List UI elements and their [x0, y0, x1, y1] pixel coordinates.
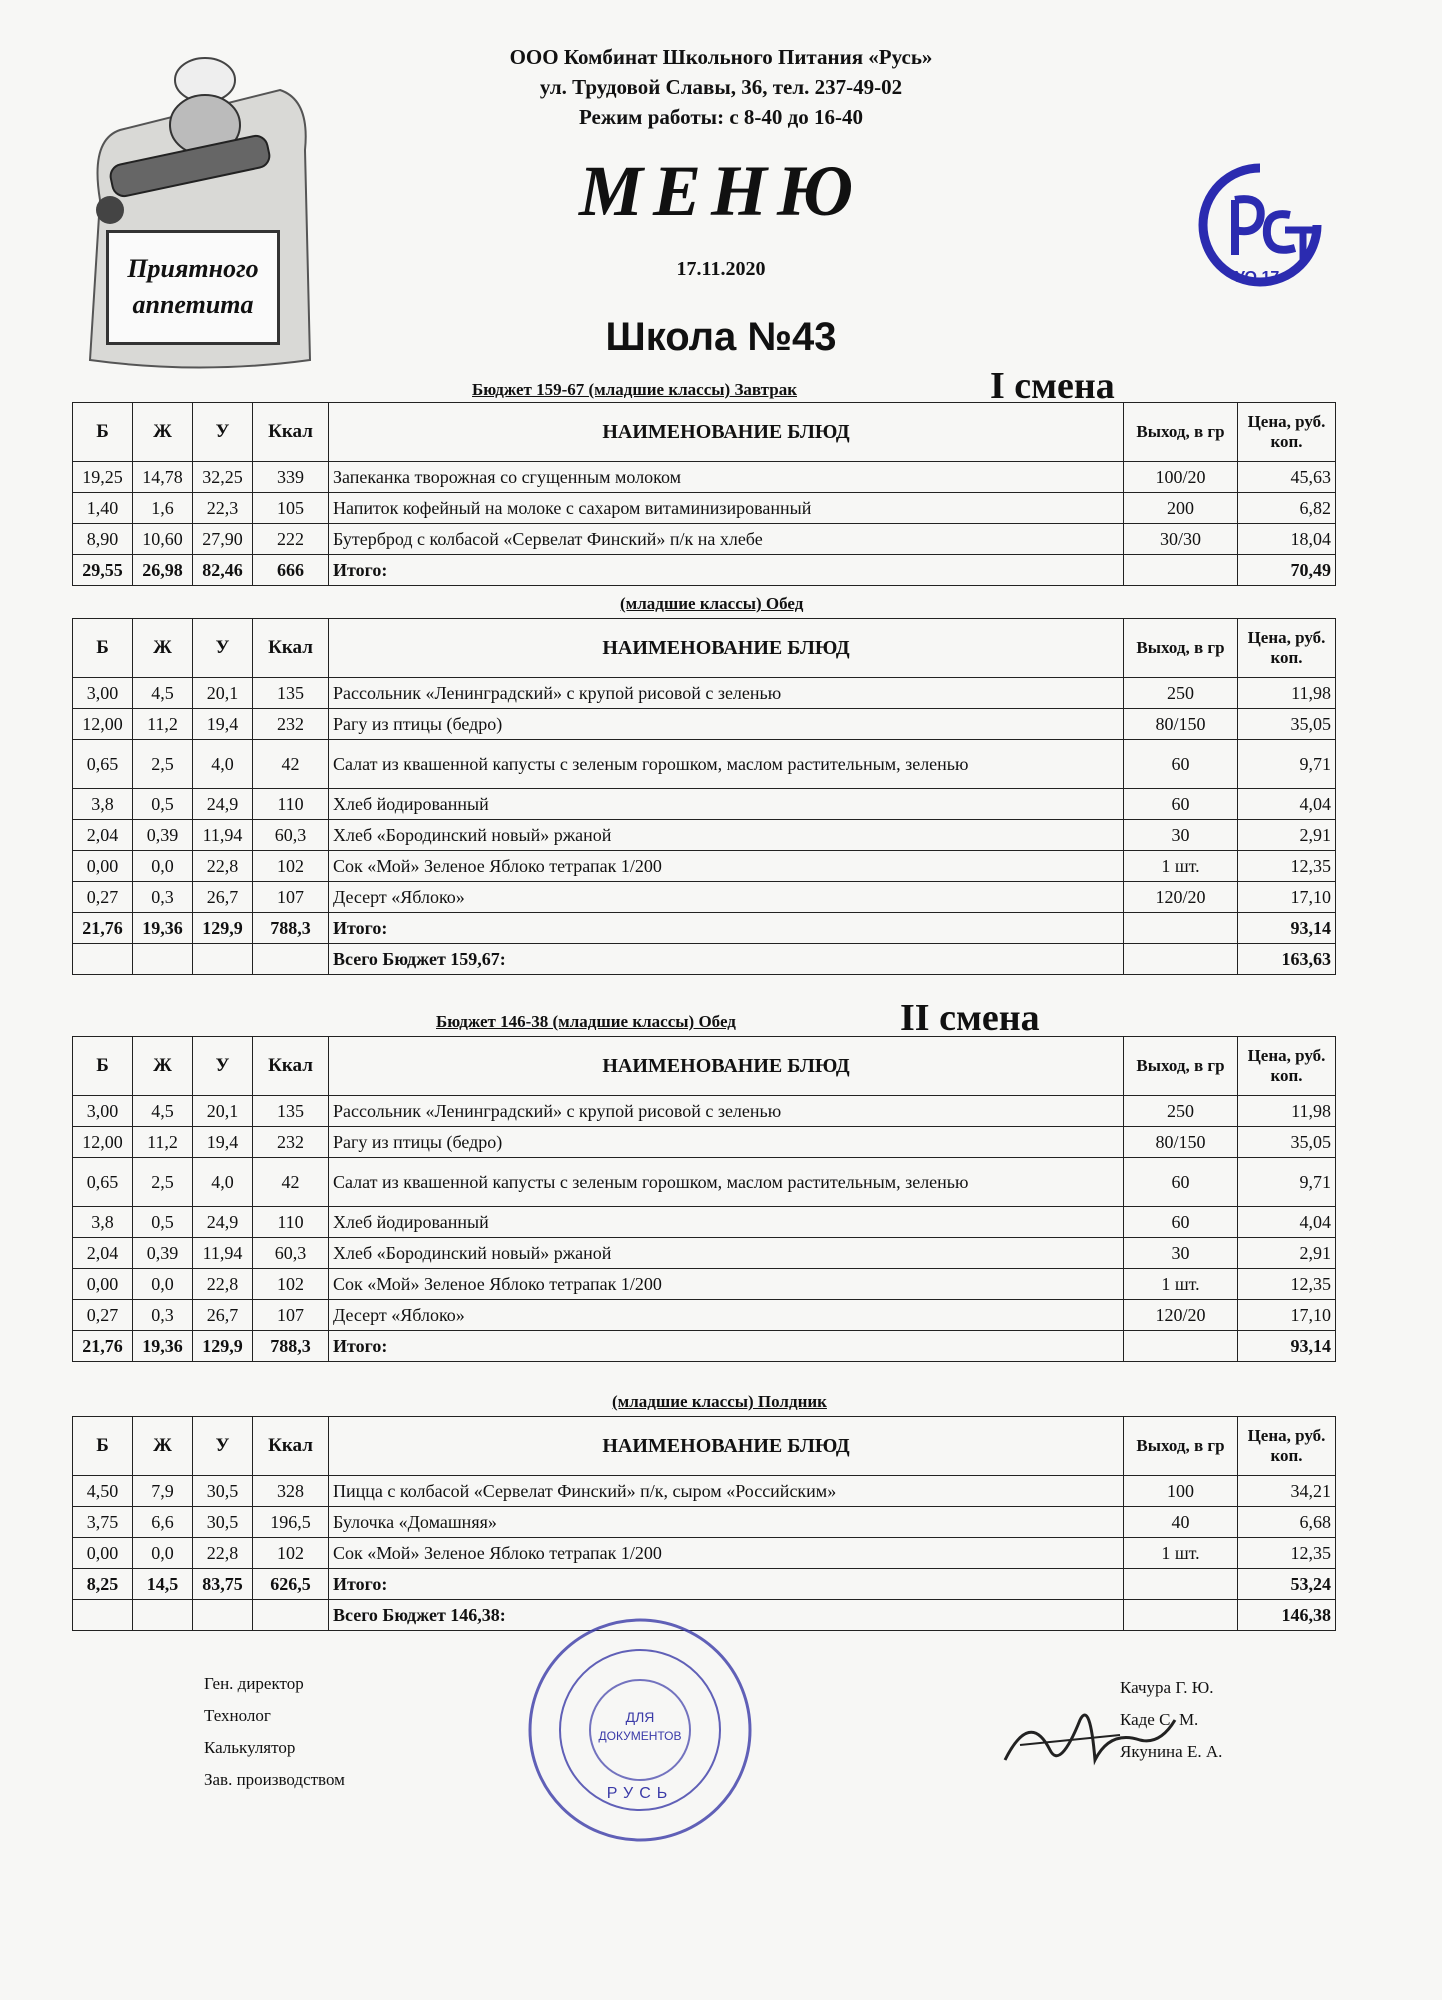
cell-name: Сок «Мой» Зеленое Яблоко тетрапак 1/200: [329, 851, 1124, 882]
cell-zh: 0,5: [133, 1207, 193, 1238]
col-zh: Ж: [133, 1417, 193, 1476]
logo-text-line-2: аппетита: [132, 290, 254, 319]
shift-1-label: I смена: [990, 365, 1115, 407]
cell-kcal: 102: [253, 1269, 329, 1300]
empty-cell: [193, 1600, 253, 1631]
cell-zh: 0,5: [133, 789, 193, 820]
table-row: [73, 882, 1336, 913]
empty-cell: [73, 944, 133, 975]
cell-price: 11,98: [1238, 1096, 1336, 1127]
cell-output: 200: [1124, 493, 1238, 524]
cell-kcal: 232: [253, 1127, 329, 1158]
col-name: НАИМЕНОВАНИЕ БЛЮД: [329, 619, 1124, 678]
cell-name: Десерт «Яблоко»: [329, 882, 1124, 913]
cell-price: 11,98: [1238, 678, 1336, 709]
table-row: [73, 1238, 1336, 1269]
cell-zh: 4,5: [133, 1096, 193, 1127]
col-name: НАИМЕНОВАНИЕ БЛЮД: [329, 1417, 1124, 1476]
cell-output: 120/20: [1124, 882, 1238, 913]
section-3-caption: Бюджет 146-38 (младшие классы) Обед: [436, 1012, 736, 1031]
certification-mark: [1195, 160, 1325, 290]
working-hours: Режим работы: с 8-40 до 16-40: [578, 105, 863, 129]
cell-u: 19,4: [193, 709, 253, 740]
cell-u: 4,0: [193, 740, 253, 789]
cell-kcal: 135: [253, 1096, 329, 1127]
shift-2-label: II смена: [900, 997, 1040, 1039]
cell-output: 40: [1124, 1507, 1238, 1538]
menu-title: МЕНЮ: [578, 151, 864, 231]
col-zh: Ж: [133, 1037, 193, 1096]
table-row: [73, 1269, 1336, 1300]
cell-zh: 6,6: [133, 1507, 193, 1538]
col-name: НАИМЕНОВАНИЕ БЛЮД: [329, 1037, 1124, 1096]
chef-logo: [80, 30, 315, 385]
cell-b: 3,00: [73, 678, 133, 709]
cell-name: Хлеб йодированный: [329, 1207, 1124, 1238]
cell-price: 2,91: [1238, 820, 1336, 851]
logo-text-line-1: Приятного: [127, 254, 259, 283]
table-row: [73, 524, 1336, 555]
cell-price: 4,04: [1238, 1207, 1336, 1238]
table-row: [73, 1127, 1336, 1158]
cell-b: 12,00: [73, 1127, 133, 1158]
cell-zh: 14,78: [133, 462, 193, 493]
company-address: ул. Трудовой Славы, 36, тел. 237-49-02: [539, 75, 903, 99]
table-row: [73, 851, 1336, 882]
total-price: 70,49: [1238, 555, 1336, 586]
empty-cell: [193, 944, 253, 975]
cell-kcal: 60,3: [253, 820, 329, 851]
col-kcal: Ккал: [253, 1037, 329, 1096]
cell-zh: 0,3: [133, 1300, 193, 1331]
total-price: 93,14: [1238, 1331, 1336, 1362]
total-output-empty: [1124, 913, 1238, 944]
empty-cell: [1124, 1600, 1238, 1631]
table-header-row: [73, 1417, 1336, 1476]
col-zh: Ж: [133, 403, 193, 462]
col-price: Цена, руб. коп.: [1238, 1037, 1336, 1096]
cell-name: Бутерброд с колбасой «Сервелат Финский» п/к на хлебе: [329, 524, 1124, 555]
lunch-shift-1-table: [72, 618, 1336, 975]
cell-output: 30: [1124, 1238, 1238, 1269]
total-u: 83,75: [193, 1569, 253, 1600]
cell-price: 2,91: [1238, 1238, 1336, 1269]
cell-price: 9,71: [1238, 1158, 1336, 1207]
total-label: Итого:: [329, 913, 1124, 944]
cell-price: 4,04: [1238, 789, 1336, 820]
total-u: 129,9: [193, 913, 253, 944]
cell-zh: 0,0: [133, 851, 193, 882]
cell-zh: 0,0: [133, 1269, 193, 1300]
cell-b: 0,00: [73, 1269, 133, 1300]
table-row: [73, 493, 1336, 524]
total-row: [73, 1569, 1336, 1600]
cell-b: 0,65: [73, 740, 133, 789]
name-1: Качура Г. Ю.: [1120, 1678, 1214, 1697]
cell-name: Хлеб «Бородинский новый» ржаной: [329, 820, 1124, 851]
cell-price: 6,68: [1238, 1507, 1336, 1538]
total-b: 8,25: [73, 1569, 133, 1600]
cell-u: 26,7: [193, 882, 253, 913]
breakfast-table: [72, 402, 1336, 586]
cell-price: 18,04: [1238, 524, 1336, 555]
cell-name: Хлеб йодированный: [329, 789, 1124, 820]
cell-output: 60: [1124, 1158, 1238, 1207]
cell-name: Булочка «Домашняя»: [329, 1507, 1124, 1538]
total-label: Итого:: [329, 555, 1124, 586]
grand-total-row: [73, 944, 1336, 975]
table-row: [73, 1207, 1336, 1238]
cell-kcal: 110: [253, 1207, 329, 1238]
cell-zh: 11,2: [133, 1127, 193, 1158]
cell-b: 0,00: [73, 1538, 133, 1569]
cell-kcal: 107: [253, 1300, 329, 1331]
school-title: Школа №43: [605, 315, 837, 359]
empty-cell: [253, 1600, 329, 1631]
cell-b: 2,04: [73, 820, 133, 851]
cell-kcal: 135: [253, 678, 329, 709]
total-output-empty: [1124, 1569, 1238, 1600]
cell-price: 12,35: [1238, 851, 1336, 882]
logo-caption-box: [106, 230, 280, 345]
signatory-roles: [204, 1668, 345, 1796]
cert-code-text: УО 17: [1235, 269, 1280, 286]
total-kcal: 788,3: [253, 913, 329, 944]
cell-output: 60: [1124, 740, 1238, 789]
cell-zh: 11,2: [133, 709, 193, 740]
cell-kcal: 196,5: [253, 1507, 329, 1538]
section-3-caption-row: [72, 997, 1336, 1039]
cell-name: Рагу из птицы (бедро): [329, 1127, 1124, 1158]
table-row: [73, 1158, 1336, 1207]
cell-kcal: 42: [253, 1158, 329, 1207]
cell-output: 120/20: [1124, 1300, 1238, 1331]
rst-certification-icon: [1195, 160, 1325, 290]
cell-u: 11,94: [193, 1238, 253, 1269]
total-price: 93,14: [1238, 913, 1336, 944]
total-b: 29,55: [73, 555, 133, 586]
cell-b: 3,00: [73, 1096, 133, 1127]
cell-b: 12,00: [73, 709, 133, 740]
cell-name: Рассольник «Ленинградский» с крупой рисовой с зеленью: [329, 678, 1124, 709]
menu-date: 17.11.2020: [676, 258, 766, 280]
cell-zh: 4,5: [133, 678, 193, 709]
cell-zh: 1,6: [133, 493, 193, 524]
cell-b: 0,27: [73, 1300, 133, 1331]
empty-cell: [133, 944, 193, 975]
total-u: 82,46: [193, 555, 253, 586]
total-zh: 26,98: [133, 555, 193, 586]
empty-cell: [73, 1600, 133, 1631]
total-zh: 19,36: [133, 1331, 193, 1362]
cell-b: 3,75: [73, 1507, 133, 1538]
total-zh: 14,5: [133, 1569, 193, 1600]
table-row: [73, 709, 1336, 740]
cell-price: 12,35: [1238, 1269, 1336, 1300]
cell-zh: 7,9: [133, 1476, 193, 1507]
cell-name: Пицца с колбасой «Сервелат Финский» п/к, сыром «Российским»: [329, 1476, 1124, 1507]
cell-u: 4,0: [193, 1158, 253, 1207]
cell-output: 30/30: [1124, 524, 1238, 555]
table-header-row: [73, 619, 1336, 678]
col-output: Выход, в гр: [1124, 619, 1238, 678]
cell-u: 22,3: [193, 493, 253, 524]
cell-kcal: 60,3: [253, 1238, 329, 1269]
col-kcal: Ккал: [253, 403, 329, 462]
cell-price: 35,05: [1238, 709, 1336, 740]
col-price: Цена, руб. коп.: [1238, 1417, 1336, 1476]
cell-price: 12,35: [1238, 1538, 1336, 1569]
total-label: Итого:: [329, 1331, 1124, 1362]
table-row: [73, 678, 1336, 709]
cell-output: 60: [1124, 789, 1238, 820]
cell-name: Салат из квашенной капусты с зеленым горошком, маслом растительным, зеленью: [329, 740, 1124, 789]
cell-zh: 0,39: [133, 1238, 193, 1269]
table-row: [73, 1300, 1336, 1331]
total-row: [73, 555, 1336, 586]
empty-cell: [133, 1600, 193, 1631]
cell-kcal: 105: [253, 493, 329, 524]
table-row: [73, 740, 1336, 789]
signature-scribble-icon: [1000, 1690, 1180, 1780]
cell-u: 22,8: [193, 1538, 253, 1569]
cell-zh: 2,5: [133, 740, 193, 789]
cell-price: 35,05: [1238, 1127, 1336, 1158]
total-output-empty: [1124, 1331, 1238, 1362]
total-row: [73, 913, 1336, 944]
cell-kcal: 102: [253, 851, 329, 882]
cell-output: 1 шт.: [1124, 851, 1238, 882]
cell-b: 1,40: [73, 493, 133, 524]
name-2: Каде С. М.: [1120, 1710, 1199, 1729]
col-kcal: Ккал: [253, 1417, 329, 1476]
total-b: 21,76: [73, 913, 133, 944]
grand-total-price: 146,38: [1238, 1600, 1336, 1631]
col-b: Б: [73, 1037, 133, 1096]
cell-u: 30,5: [193, 1507, 253, 1538]
cell-price: 17,10: [1238, 1300, 1336, 1331]
col-u: У: [193, 403, 253, 462]
cell-name: Хлеб «Бородинский новый» ржаной: [329, 1238, 1124, 1269]
table-row: [73, 820, 1336, 851]
cell-name: Сок «Мой» Зеленое Яблоко тетрапак 1/200: [329, 1538, 1124, 1569]
stamp-brand: РУСЬ: [606, 1785, 674, 1802]
cell-b: 0,00: [73, 851, 133, 882]
cell-b: 3,8: [73, 789, 133, 820]
col-b: Б: [73, 619, 133, 678]
grand-total-label: Всего Бюджет 159,67:: [329, 944, 1124, 975]
cell-zh: 2,5: [133, 1158, 193, 1207]
total-zh: 19,36: [133, 913, 193, 944]
table-row: [73, 462, 1336, 493]
cell-kcal: 339: [253, 462, 329, 493]
role-production-head: Зав. производством: [204, 1770, 345, 1789]
cell-output: 80/150: [1124, 1127, 1238, 1158]
cell-output: 1 шт.: [1124, 1269, 1238, 1300]
cell-price: 45,63: [1238, 462, 1336, 493]
section-2-caption-row: [72, 586, 1336, 620]
cell-u: 19,4: [193, 1127, 253, 1158]
cell-zh: 10,60: [133, 524, 193, 555]
name-3: Якунина Е. А.: [1120, 1742, 1223, 1761]
cell-u: 22,8: [193, 1269, 253, 1300]
cell-u: 26,7: [193, 1300, 253, 1331]
stamp-center-line-1: ДЛЯ: [625, 1709, 655, 1725]
cell-kcal: 107: [253, 882, 329, 913]
cell-name: Напиток кофейный на молоке с сахаром витаминизированный: [329, 493, 1124, 524]
cell-price: 9,71: [1238, 740, 1336, 789]
cell-name: Рассольник «Ленинградский» с крупой рисовой с зеленью: [329, 1096, 1124, 1127]
total-b: 21,76: [73, 1331, 133, 1362]
total-row: [73, 1331, 1336, 1362]
cell-zh: 0,3: [133, 882, 193, 913]
table-row: [73, 1538, 1336, 1569]
cell-name: Салат из квашенной капусты с зеленым горошком, маслом растительным, зеленью: [329, 1158, 1124, 1207]
grand-total-label: Всего Бюджет 146,38:: [329, 1600, 1124, 1631]
total-kcal: 666: [253, 555, 329, 586]
handwritten-signature: [1000, 1690, 1180, 1780]
col-u: У: [193, 1417, 253, 1476]
cell-name: Запеканка творожная со сгущенным молоком: [329, 462, 1124, 493]
table-header-row: [73, 1037, 1336, 1096]
total-label: Итого:: [329, 1569, 1124, 1600]
cell-price: 6,82: [1238, 493, 1336, 524]
total-kcal: 788,3: [253, 1331, 329, 1362]
cell-output: 60: [1124, 1207, 1238, 1238]
cell-b: 0,65: [73, 1158, 133, 1207]
col-u: У: [193, 619, 253, 678]
col-name: НАИМЕНОВАНИЕ БЛЮД: [329, 403, 1124, 462]
cell-b: 8,90: [73, 524, 133, 555]
col-price: Цена, руб. коп.: [1238, 619, 1336, 678]
cell-b: 19,25: [73, 462, 133, 493]
cell-zh: 0,39: [133, 820, 193, 851]
cell-b: 3,8: [73, 1207, 133, 1238]
cell-u: 32,25: [193, 462, 253, 493]
cell-kcal: 232: [253, 709, 329, 740]
cell-b: 0,27: [73, 882, 133, 913]
empty-cell: [1124, 944, 1238, 975]
cell-kcal: 102: [253, 1538, 329, 1569]
role-technologist: Технолог: [204, 1706, 271, 1725]
cell-output: 80/150: [1124, 709, 1238, 740]
stamp-center-line-2: ДОКУМЕНТОВ: [598, 1729, 682, 1743]
company-name: ООО Комбинат Школьного Питания «Русь»: [509, 45, 933, 69]
col-output: Выход, в гр: [1124, 403, 1238, 462]
section-1-caption: Бюджет 159-67 (младшие классы) Завтрак: [472, 380, 797, 399]
total-price: 53,24: [1238, 1569, 1336, 1600]
cell-u: 24,9: [193, 789, 253, 820]
table-header-row: [73, 403, 1336, 462]
cell-price: 17,10: [1238, 882, 1336, 913]
cell-kcal: 110: [253, 789, 329, 820]
lunch-shift-2-table: [72, 1036, 1336, 1362]
table-row: [73, 789, 1336, 820]
table-row: [73, 1476, 1336, 1507]
role-director: Ген. директор: [204, 1674, 304, 1693]
cell-output: 250: [1124, 678, 1238, 709]
cell-u: 24,9: [193, 1207, 253, 1238]
cell-output: 100: [1124, 1476, 1238, 1507]
table-row: [73, 1507, 1336, 1538]
role-calculator: Калькулятор: [204, 1738, 296, 1757]
cell-b: 4,50: [73, 1476, 133, 1507]
cell-zh: 0,0: [133, 1538, 193, 1569]
grand-total-price: 163,63: [1238, 944, 1336, 975]
col-price: Цена, руб. коп.: [1238, 403, 1336, 462]
cell-name: Десерт «Яблоко»: [329, 1300, 1124, 1331]
cell-u: 27,90: [193, 524, 253, 555]
col-u: У: [193, 1037, 253, 1096]
col-b: Б: [73, 1417, 133, 1476]
col-output: Выход, в гр: [1124, 1417, 1238, 1476]
cell-output: 250: [1124, 1096, 1238, 1127]
cell-output: 100/20: [1124, 462, 1238, 493]
cell-u: 11,94: [193, 820, 253, 851]
empty-cell: [253, 944, 329, 975]
total-output-empty: [1124, 555, 1238, 586]
cell-kcal: 222: [253, 524, 329, 555]
total-kcal: 626,5: [253, 1569, 329, 1600]
section-2-caption: (младшие классы) Обед: [620, 594, 804, 613]
cell-kcal: 328: [253, 1476, 329, 1507]
col-zh: Ж: [133, 619, 193, 678]
cell-u: 20,1: [193, 678, 253, 709]
cell-kcal: 42: [253, 740, 329, 789]
cell-output: 30: [1124, 820, 1238, 851]
company-stamp: [520, 1610, 760, 1850]
total-u: 129,9: [193, 1331, 253, 1362]
col-kcal: Ккал: [253, 619, 329, 678]
cell-b: 2,04: [73, 1238, 133, 1269]
cell-output: 1 шт.: [1124, 1538, 1238, 1569]
cell-name: Рагу из птицы (бедро): [329, 709, 1124, 740]
col-output: Выход, в гр: [1124, 1037, 1238, 1096]
col-b: Б: [73, 403, 133, 462]
section-1-caption-row: [72, 365, 1336, 407]
cell-u: 20,1: [193, 1096, 253, 1127]
cell-price: 34,21: [1238, 1476, 1336, 1507]
cell-name: Сок «Мой» Зеленое Яблоко тетрапак 1/200: [329, 1269, 1124, 1300]
round-stamp-icon: [520, 1610, 760, 1850]
snack-table: [72, 1416, 1336, 1631]
cell-u: 30,5: [193, 1476, 253, 1507]
cell-u: 22,8: [193, 851, 253, 882]
section-4-caption: (младшие классы) Полдник: [612, 1392, 827, 1411]
table-row: [73, 1096, 1336, 1127]
